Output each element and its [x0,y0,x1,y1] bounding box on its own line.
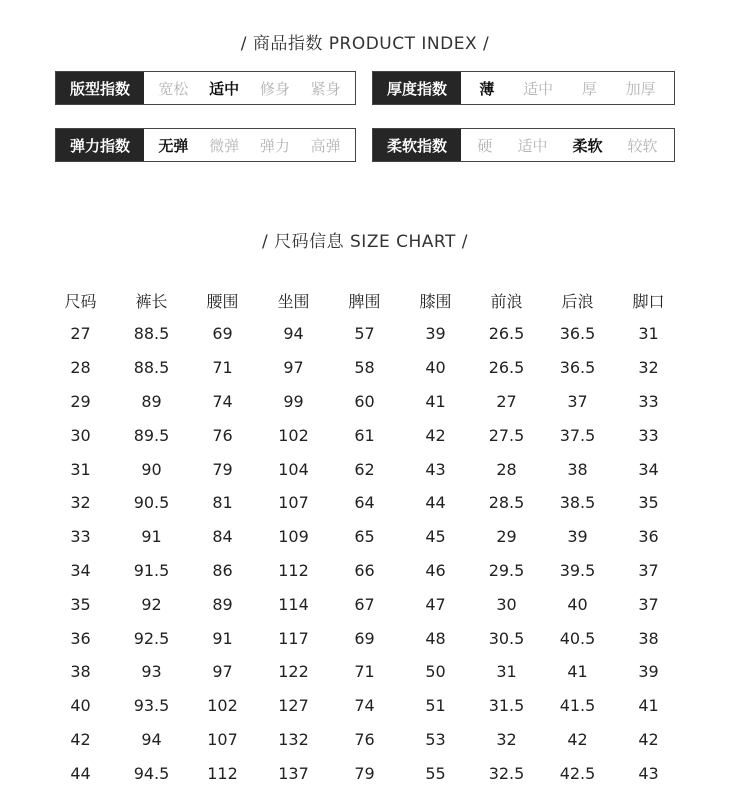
table-cell: 51 [425,696,446,716]
stretch-index-box [55,128,356,162]
softness-option: 柔软 [572,136,603,155]
table-cell: 30 [496,594,517,614]
table-cell: 48 [425,628,446,648]
table-cell: 39 [638,662,659,682]
table-cell: 27 [70,324,91,344]
table-cell: 122 [278,662,309,682]
thickness-index-box [372,71,675,105]
table-cell: 34 [70,560,91,580]
table-cell: 26.5 [488,324,525,344]
table-cell: 39.5 [559,560,596,580]
fit-option: 修身 [259,79,290,98]
table-cell: 60 [354,391,375,411]
table-cell: 89 [141,391,162,411]
table-cell: 29.5 [488,560,525,580]
table-cell: 39 [567,527,588,547]
table-cell: 32 [496,729,517,749]
table-cell: 97 [212,662,233,682]
table-cell: 84 [212,527,233,547]
table-cell: 32 [70,493,91,513]
table-cell: 76 [212,425,233,445]
table-cell: 33 [70,527,91,547]
table-cell: 67 [354,594,375,614]
table-row [45,621,684,655]
table-row [45,418,684,452]
table-cell: 29 [70,391,91,411]
table-cell: 43 [425,459,446,479]
table-cell: 41 [567,662,588,682]
softness-index-options [461,129,674,161]
thickness-option: 加厚 [625,79,656,98]
stretch-option: 弹力 [259,136,290,155]
table-cell: 79 [212,459,233,479]
table-row [45,554,684,588]
fit-option: 紧身 [310,79,341,98]
table-cell: 88.5 [133,358,170,378]
table-cell: 91 [141,527,162,547]
table-cell: 28 [496,459,517,479]
table-cell: 28 [70,358,91,378]
table-cell: 32 [638,358,659,378]
table-cell: 66 [354,560,375,580]
table-row [45,317,684,351]
table-cell: 74 [354,696,375,716]
table-cell: 30 [70,425,91,445]
table-cell: 41 [638,696,659,716]
table-cell: 34 [638,459,659,479]
table-cell: 37 [567,391,588,411]
table-cell: 112 [278,560,309,580]
table-cell: 41.5 [559,696,596,716]
table-cell: 40.5 [559,628,596,648]
size-chart-table [45,283,684,790]
size-chart-header-cell: 腰围 [206,291,239,311]
table-cell: 137 [278,763,309,783]
table-cell: 93.5 [133,696,170,716]
table-cell: 102 [207,696,238,716]
table-cell: 89 [212,594,233,614]
table-cell: 94.5 [133,763,170,783]
table-cell: 44 [425,493,446,513]
table-cell: 38.5 [559,493,596,513]
table-cell: 44 [70,763,91,783]
table-cell: 69 [212,324,233,344]
table-cell: 92 [141,594,162,614]
table-cell: 114 [278,594,309,614]
table-cell: 33 [638,391,659,411]
table-cell: 42 [425,425,446,445]
table-cell: 132 [278,729,309,749]
table-cell: 38 [638,628,659,648]
softness-option: 较软 [627,136,658,155]
table-cell: 40 [425,358,446,378]
table-row [45,756,684,790]
table-cell: 40 [567,594,588,614]
table-cell: 94 [283,324,304,344]
table-cell: 91 [212,628,233,648]
table-cell: 90 [141,459,162,479]
table-cell: 74 [212,391,233,411]
stretch-index-label: 弹力指数 [56,129,144,161]
table-cell: 47 [425,594,446,614]
thickness-option: 厚 [581,79,597,98]
table-cell: 38 [567,459,588,479]
table-cell: 127 [278,696,309,716]
table-cell: 71 [212,358,233,378]
table-cell: 107 [207,729,238,749]
table-row [45,385,684,419]
table-cell: 29 [496,527,517,547]
table-cell: 42.5 [559,763,596,783]
table-cell: 36.5 [559,324,596,344]
table-cell: 37 [638,594,659,614]
softness-index-box [372,128,675,162]
table-cell: 42 [70,729,91,749]
table-cell: 79 [354,763,375,783]
size-chart-header-cell: 膝围 [419,291,452,311]
table-cell: 102 [278,425,309,445]
size-chart-header-cell: 脚口 [632,291,665,311]
table-cell: 28.5 [488,493,525,513]
fit-index-box [55,71,356,105]
table-cell: 37.5 [559,425,596,445]
size-chart-header-cell: 前浪 [490,291,523,311]
fit-option: 宽松 [158,79,189,98]
size-chart-header-cell: 脾围 [348,291,381,311]
table-cell: 112 [207,763,238,783]
table-cell: 27 [496,391,517,411]
table-cell: 107 [278,493,309,513]
thickness-index-label: 厚度指数 [373,72,461,104]
table-cell: 42 [567,729,588,749]
thickness-option: 薄 [479,79,495,98]
table-row [45,723,684,757]
table-cell: 69 [354,628,375,648]
table-cell: 50 [425,662,446,682]
size-chart-header-cell: 尺码 [64,291,97,311]
size-chart-body [45,317,684,790]
table-cell: 109 [278,527,309,547]
table-cell: 94 [141,729,162,749]
table-row [45,520,684,554]
table-cell: 64 [354,493,375,513]
table-cell: 33 [638,425,659,445]
table-cell: 88.5 [133,324,170,344]
fit-option: 适中 [209,79,240,98]
size-chart-header-cell: 后浪 [561,291,594,311]
product-index-title: / 商品指数 PRODUCT INDEX / [240,34,490,54]
table-cell: 46 [425,560,446,580]
table-cell: 62 [354,459,375,479]
thickness-index-options [461,72,674,104]
table-row [45,486,684,520]
stretch-option: 微弹 [209,136,240,155]
table-cell: 92.5 [133,628,170,648]
table-cell: 45 [425,527,446,547]
table-cell: 65 [354,527,375,547]
table-cell: 71 [354,662,375,682]
table-cell: 37 [638,560,659,580]
table-cell: 53 [425,729,446,749]
stretch-option: 无弹 [158,136,189,155]
table-cell: 35 [638,493,659,513]
table-cell: 91.5 [133,560,170,580]
table-cell: 35 [70,594,91,614]
table-cell: 27.5 [488,425,525,445]
stretch-index-options [144,129,355,161]
table-cell: 99 [283,391,304,411]
table-cell: 61 [354,425,375,445]
table-cell: 43 [638,763,659,783]
size-chart-header-cell: 裤长 [135,291,168,311]
stretch-option: 高弹 [310,136,341,155]
fit-index-label: 版型指数 [56,72,144,104]
table-cell: 93 [141,662,162,682]
table-cell: 76 [354,729,375,749]
table-cell: 36.5 [559,358,596,378]
table-row [45,351,684,385]
table-cell: 31 [70,459,91,479]
table-cell: 31 [496,662,517,682]
table-cell: 38 [70,662,91,682]
size-chart-title: / 尺码信息 SIZE CHART / [261,232,468,252]
table-cell: 41 [425,391,446,411]
size-chart-header-row [45,283,684,317]
table-cell: 104 [278,459,309,479]
table-cell: 81 [212,493,233,513]
table-cell: 89.5 [133,425,170,445]
table-cell: 31.5 [488,696,525,716]
fit-index-options [144,72,355,104]
softness-option: 适中 [517,136,548,155]
table-cell: 39 [425,324,446,344]
table-cell: 42 [638,729,659,749]
table-cell: 57 [354,324,375,344]
table-cell: 117 [278,628,309,648]
table-cell: 40 [70,696,91,716]
table-row [45,655,684,689]
table-row [45,452,684,486]
table-cell: 30.5 [488,628,525,648]
table-cell: 31 [638,324,659,344]
table-row [45,689,684,723]
size-chart-header-cell: 坐围 [277,291,310,311]
table-cell: 86 [212,560,233,580]
thickness-option: 适中 [523,79,554,98]
table-cell: 26.5 [488,358,525,378]
softness-index-label: 柔软指数 [373,129,461,161]
table-cell: 55 [425,763,446,783]
table-cell: 32.5 [488,763,525,783]
table-cell: 36 [70,628,91,648]
table-cell: 90.5 [133,493,170,513]
table-cell: 58 [354,358,375,378]
softness-option: 硬 [477,136,493,155]
table-cell: 97 [283,358,304,378]
table-cell: 36 [638,527,659,547]
table-row [45,587,684,621]
